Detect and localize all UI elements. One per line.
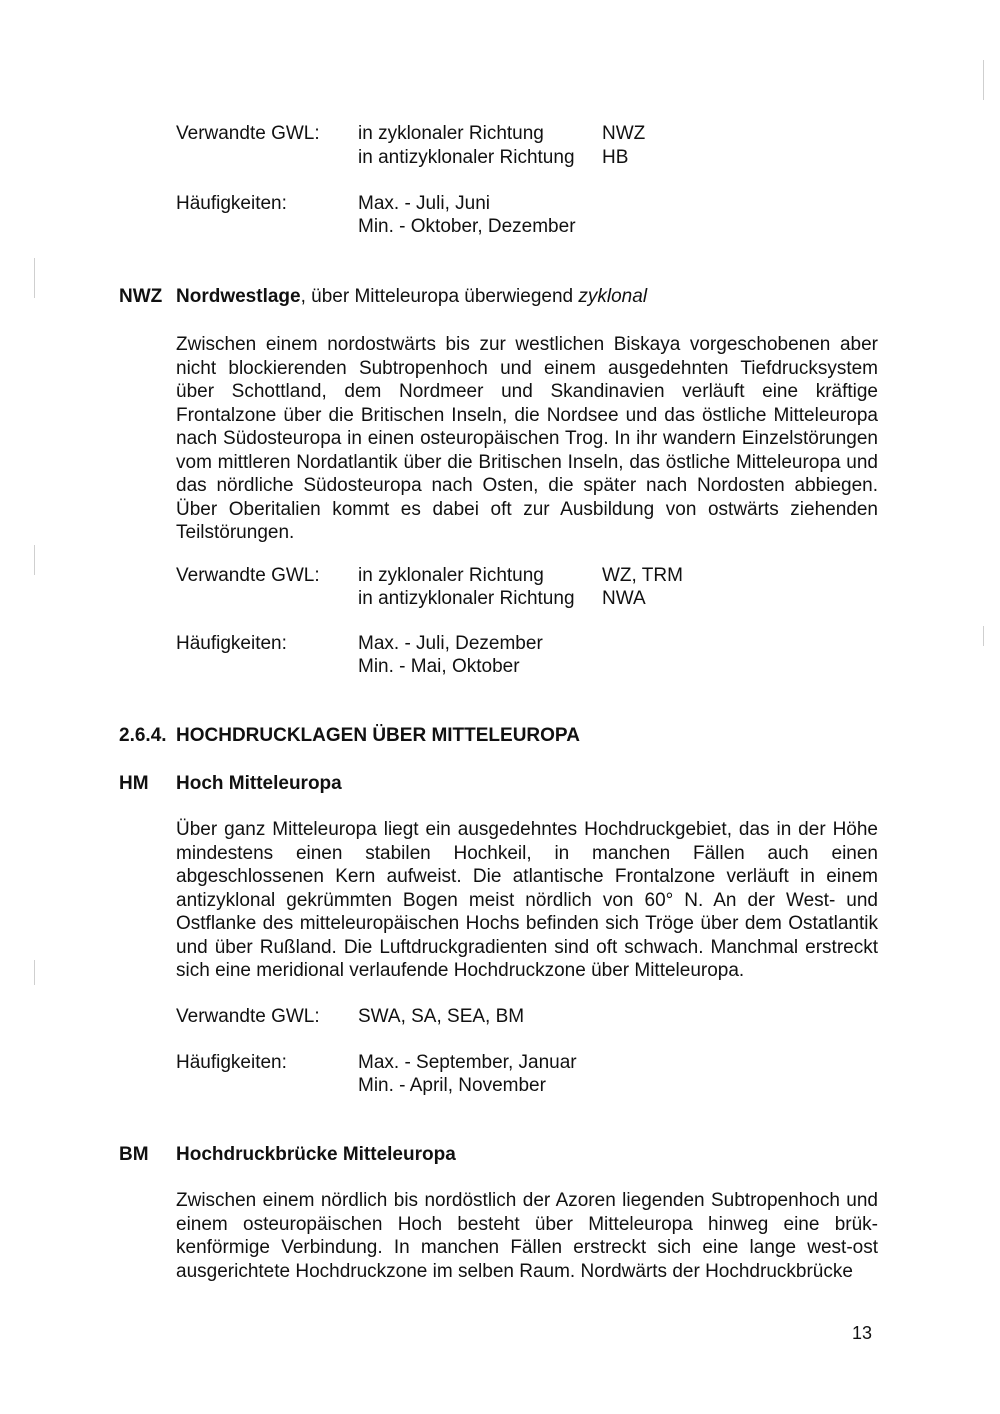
cyclonic-direction-label: in zyklonaler Richtung bbox=[358, 123, 544, 144]
hm-related-gwl-label: Verwandte GWL: bbox=[176, 1006, 320, 1027]
anticyclonic-direction-label: in antizyklonaler Richtung bbox=[358, 147, 575, 168]
hm-frequency-min: Min. - April, November bbox=[358, 1075, 546, 1096]
related-gwl-label: Verwandte GWL: bbox=[176, 123, 320, 144]
nwz-frequencies-label: Häufigkeiten: bbox=[176, 633, 287, 654]
page-number: 13 bbox=[852, 1323, 873, 1343]
nwz-code: NWZ bbox=[119, 286, 163, 307]
cyclonic-direction-value: NWZ bbox=[602, 123, 646, 144]
hm-title: Hoch Mitteleuropa bbox=[176, 773, 342, 794]
nwz-anticyclonic-value: NWA bbox=[602, 588, 646, 609]
scan-mark bbox=[34, 545, 35, 575]
nwz-title: Nordwestlage bbox=[176, 286, 301, 307]
scan-mark bbox=[34, 258, 35, 298]
section-title: HOCHDRUCKLAGEN ÜBER MITTELEUROPA bbox=[176, 725, 580, 746]
nwz-frequency-max: Max. - Juli, Dezember bbox=[358, 633, 543, 654]
bm-description bbox=[176, 1189, 878, 1283]
nwz-cyclonic-value: WZ, TRM bbox=[602, 565, 683, 586]
scan-mark bbox=[983, 60, 984, 100]
frequency-min: Min. - Oktober, Dezember bbox=[358, 216, 576, 237]
nwz-related-gwl-label: Verwandte GWL: bbox=[176, 565, 320, 586]
nwz-cyclonic-label: in zyklonaler Richtung bbox=[358, 565, 544, 586]
nwz-anticyclonic-label: in antizyklonaler Richtung bbox=[358, 588, 575, 609]
scan-mark bbox=[34, 960, 35, 985]
hm-description bbox=[176, 818, 878, 983]
nwz-paragraph: Zwischen einem nordostwärts bis zur westlichen Biskaya vorgeschobenen aber nicht blockierenden Subtropenhoch und einem ausgedehnten Tiefdrucksystem über Schottland, dem Nordmeer und Skandinavien verläuft eine kräftige Frontalzone über die Britischen Inseln, die Nordsee und das östliche Mitteleuropa nach Südosteuropa in einen osteuropäischen Trog. In ihr wandern Einzelstörungen vom mittleren Nordatlantik über die Britischen Inseln, das östliche Mitteleuropa und das nördliche Südosteuropa nach Osten, die später nach Nordosten abbiegen. Über Oberitalien kommt es dabei oft zur Ausbildung von ostwärts ziehenden Teilstörungen. bbox=[176, 334, 878, 543]
nwz-title-rest: , über Mitteleuropa überwiegend bbox=[300, 286, 579, 307]
nwz-heading bbox=[176, 285, 647, 309]
frequency-max: Max. - Juli, Juni bbox=[358, 193, 490, 214]
nwz-frequency-min: Min. - Mai, Oktober bbox=[358, 656, 520, 677]
hm-related-gwl-value: SWA, SA, SEA, BM bbox=[358, 1006, 525, 1027]
nwz-description bbox=[176, 333, 878, 545]
hm-frequencies-label: Häufigkeiten: bbox=[176, 1052, 287, 1073]
bm-paragraph: Zwischen einem nördlich bis nordöstlich der Azoren liegenden Subtropenhoch und einem osteuropäischen Hoch besteht über Mitteleuropa hinweg eine brükkenförmige Verbindung. In manchen Fällen erstreckt sich eine lange west-ost ausgerichtete Hochdruckzone im selben Raum. Nordwärts der Hochdruckbrücke bbox=[176, 1190, 878, 1282]
frequencies-label: Häufigkeiten: bbox=[176, 193, 287, 214]
hm-frequency-max: Max. - September, Januar bbox=[358, 1052, 577, 1073]
hm-paragraph: Über ganz Mitteleuropa liegt ein ausgedehntes Hochdruckgebiet, das in der Höhe mindestens einen stabilen Hochkeil, in manchen Fällen auch einen abgeschlossenen Kern aufweist. Die atlantische Frontalzone verläuft in einem antizyklonal gekrümmten Bogen meist nördlich von 60° N. An der West- und Ostflanke des mitteleuropäischen Hochs befinden sich Tröge über dem Ostatlantik und über Rußland. Die Luftdruckgradienten sind oft schwach. Manchmal erstreckt sich eine meridional verlaufende Hochdruckzone über Mitteleuropa. bbox=[176, 819, 878, 981]
nwz-title-italic: zyklonal bbox=[578, 286, 648, 307]
bm-title: Hochdruckbrücke Mitteleuropa bbox=[176, 1144, 456, 1165]
section-number: 2.6.4. bbox=[119, 725, 167, 746]
scan-mark bbox=[983, 626, 984, 646]
hm-code: HM bbox=[119, 773, 149, 794]
bm-code: BM bbox=[119, 1144, 149, 1165]
anticyclonic-direction-value: HB bbox=[602, 147, 629, 168]
